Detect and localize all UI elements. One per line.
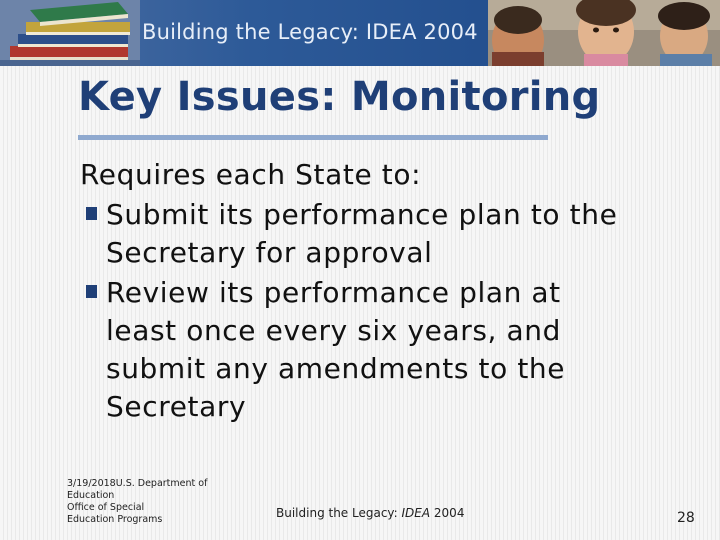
bullet-text: Review its performance plan at least once every six years, and submit any amendments to the Secretary (106, 276, 566, 423)
footer-presentation-title (276, 506, 464, 520)
slide-body (80, 156, 640, 426)
banner-title: Building the Legacy: IDEA 2004 (142, 20, 478, 44)
books-image (0, 0, 140, 66)
footer-date-organization (67, 478, 237, 526)
footer-date: 3/19/2018 (67, 478, 116, 489)
footer-title-prefix: Building the Legacy: (276, 506, 402, 520)
header-banner (0, 0, 720, 66)
title-underline (78, 135, 548, 140)
footer-department-line: Office of Special (67, 502, 145, 513)
children-photo (488, 0, 720, 66)
square-bullet-icon (86, 207, 97, 220)
footer-title-italic: IDEA (401, 506, 431, 520)
footer-department-line: Education (67, 490, 115, 501)
square-bullet-icon (86, 285, 97, 298)
bullet-item (80, 196, 640, 272)
footer-department-line: Education Programs (67, 514, 163, 525)
footer-title-suffix: 2004 (430, 506, 465, 520)
page-number: 28 (677, 510, 695, 526)
intro-line: Requires each State to: (80, 158, 422, 191)
bullet-text: Submit its performance plan to the Secretary for approval (106, 198, 618, 269)
footer-department-line: U.S. Department of (115, 478, 208, 489)
bullet-item (80, 274, 640, 426)
slide-title: Key Issues: Monitoring (78, 74, 601, 120)
